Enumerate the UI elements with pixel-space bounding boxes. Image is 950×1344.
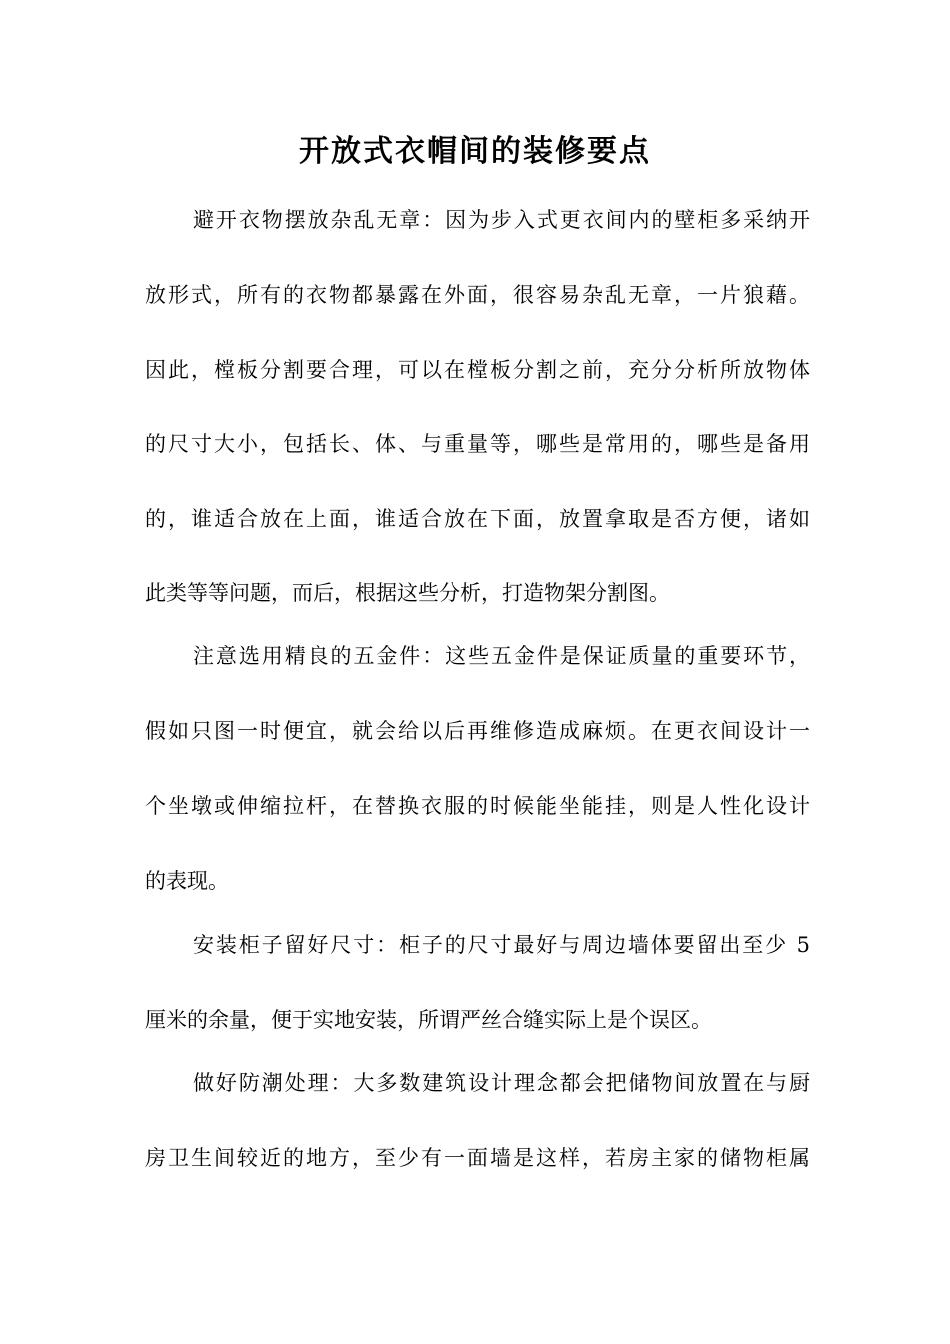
paragraph-line: 放形式，所有的衣物都暴露在外面，很容易杂乱无章，一片狼藉。	[145, 283, 810, 307]
paragraph-line: 避开衣物摆放杂乱无章：因为步入式更衣间内的壁柜多采纳开	[193, 208, 810, 232]
paragraph-line: 个坐墩或伸缩拉杆，在替换衣服的时候能坐能挂，则是人性化设计	[145, 794, 810, 818]
paragraph-line: 做好防潮处理：大多数建筑设计理念都会把储物间放置在与厨	[193, 1071, 810, 1095]
paragraph-line: 此类等等问题，而后，根据这些分析，打造物架分割图。	[145, 581, 670, 605]
paragraph-line: 安装柜子留好尺寸：柜子的尺寸最好与周边墙体要留出至少 5	[193, 933, 810, 957]
paragraph-line: 的表现。	[145, 869, 229, 893]
paragraph-line: 假如只图一时便宜，就会给以后再维修造成麻烦。在更衣间设计一	[145, 719, 810, 743]
paragraph-line: 房卫生间较近的地方，至少有一面墙是这样，若房主家的储物柜属	[145, 1146, 810, 1170]
paragraph-line: 的，谁适合放在上面，谁适合放在下面，放置拿取是否方便，诸如	[145, 507, 810, 531]
paragraph-line: 注意选用精良的五金件：这些五金件是保证质量的重要环节，	[193, 644, 810, 668]
paragraph-line: 因此，樘板分割要合理，可以在樘板分割之前，充分分析所放物体	[145, 358, 810, 382]
paragraph-line: 厘米的余量，便于实地安装，所谓严丝合缝实际上是个误区。	[145, 1008, 712, 1032]
paragraph-line: 的尺寸大小，包括长、体、与重量等，哪些是常用的，哪些是备用	[145, 432, 810, 456]
document-title: 开放式衣帽间的装修要点	[299, 134, 651, 169]
